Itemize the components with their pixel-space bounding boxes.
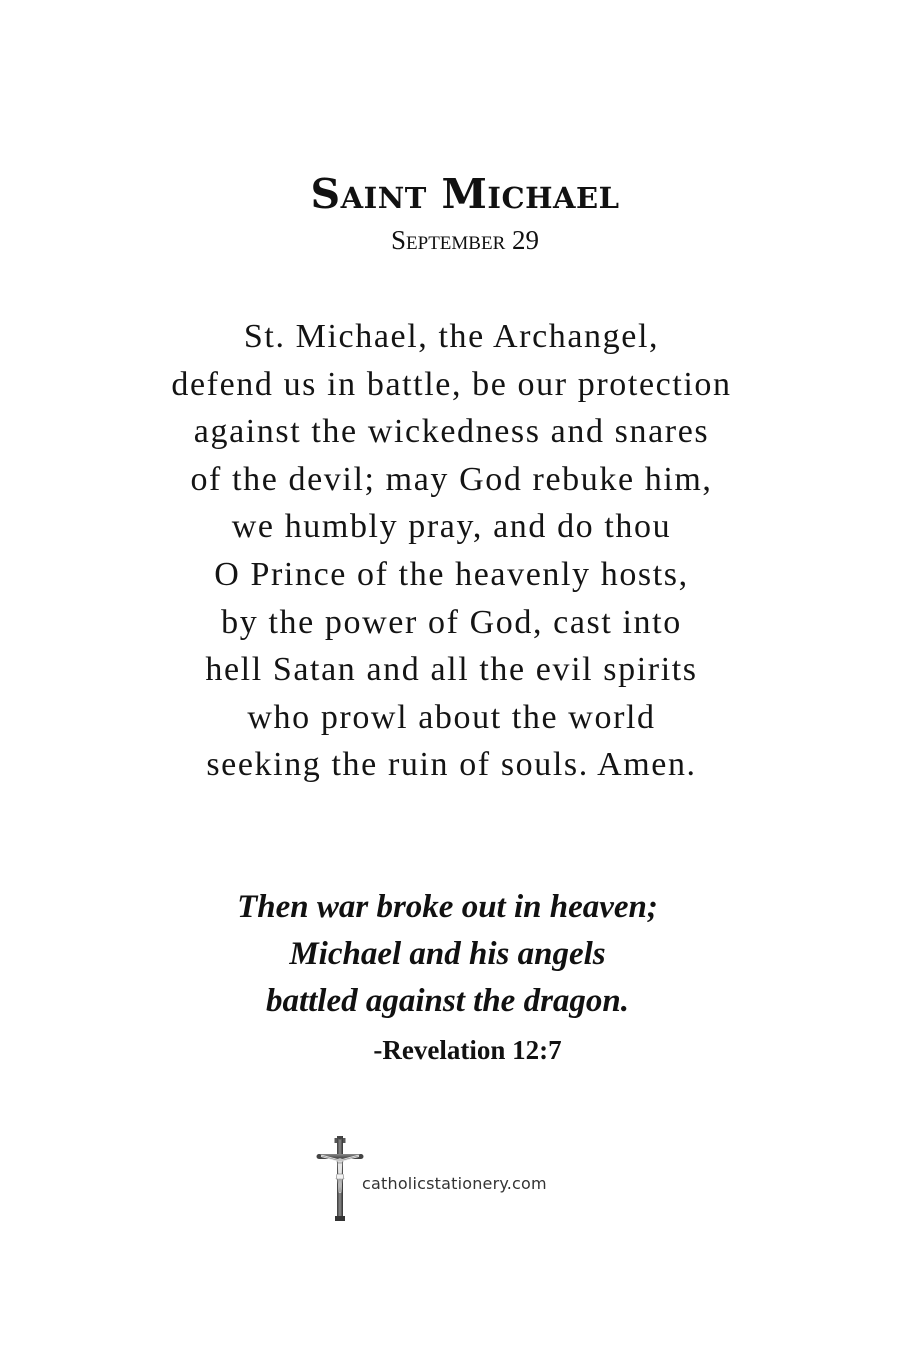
prayer-text (0, 313, 900, 789)
prayer-line: O Prince of the heavenly hosts, (214, 555, 689, 593)
prayer-line: seeking the ruin of souls. Amen. (206, 746, 697, 784)
prayer-line: hell Satan and all the evil spirits (205, 651, 698, 689)
prayer-line: by the power of God, cast into (221, 603, 682, 641)
crucifix-icon (316, 1136, 366, 1222)
website-link[interactable]: catholicstationery.com (362, 1174, 547, 1193)
feast-date: September 29 (391, 225, 539, 255)
scripture-line: battled against the dragon. (265, 983, 630, 1019)
prayer-line: defend us in battle, be our protection (171, 365, 732, 403)
prayer-line: against the wickedness and snares (193, 413, 710, 451)
scripture-line: Michael and his angels (289, 936, 606, 972)
prayer-line: St. Michael, the Archangel, (243, 318, 660, 355)
prayer-line: of the devil; may God rebuke him, (190, 460, 713, 498)
prayer-line: we humbly pray, and do thou (231, 508, 672, 546)
scripture-line: Then war broke out in heaven; (237, 889, 658, 925)
prayer-line: who prowl about the world (247, 698, 656, 736)
scripture-citation: -Revelation 12:7 (373, 1035, 562, 1065)
scripture-quote (0, 884, 895, 1025)
page-title: Saint Michael (310, 170, 620, 218)
